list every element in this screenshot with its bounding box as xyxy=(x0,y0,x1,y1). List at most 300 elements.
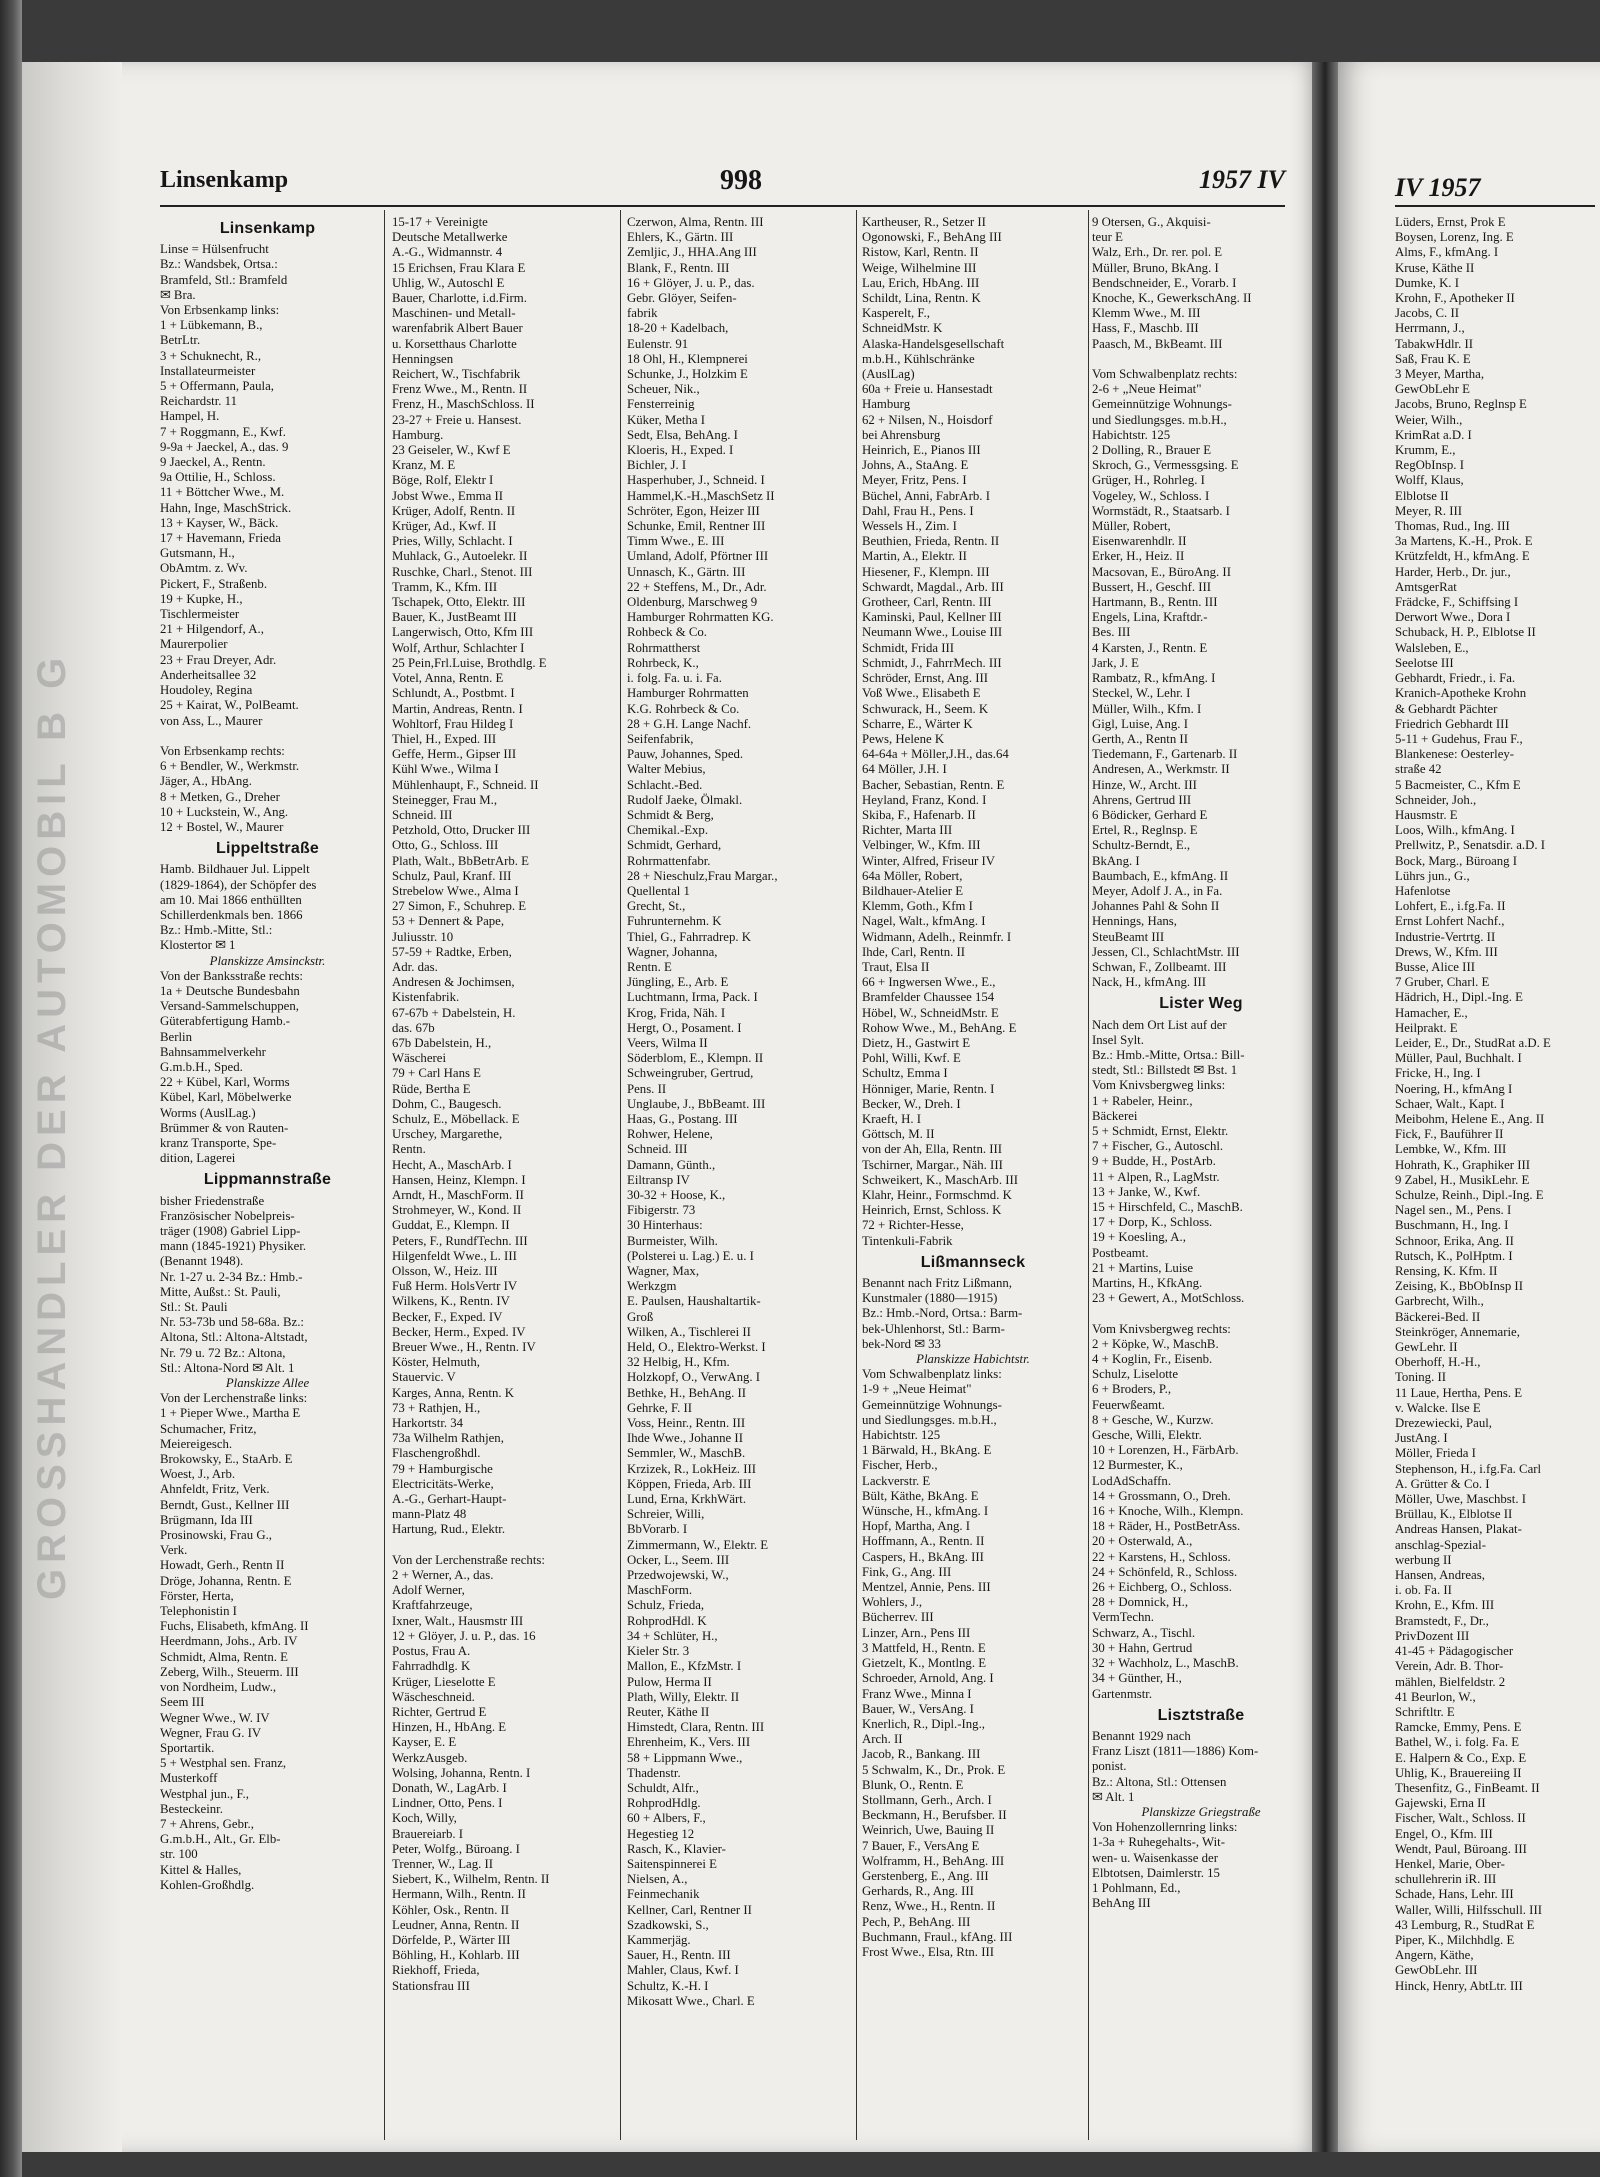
directory-entry: Buschmann, H., Ing. I xyxy=(1395,1218,1509,1233)
directory-entry: Boysen, Lorenz, Ing. E xyxy=(1395,230,1514,245)
directory-entry: BbVorarb. I xyxy=(627,1522,688,1537)
directory-entry: Köppen, Frieda, Arb. III xyxy=(627,1476,752,1491)
directory-entry: Martins, H., KfkAng. xyxy=(1092,1276,1203,1291)
directory-entry: Mühlenhaupt, F., Schneid. II xyxy=(392,777,539,792)
directory-entry: 7 + Ahrens, Gebr., xyxy=(160,1816,254,1831)
directory-entry: Maurerpolier xyxy=(160,637,228,652)
directory-entry: Richter, Marta III xyxy=(862,823,953,838)
directory-entry: Französischer Nobelpreis- xyxy=(160,1208,295,1223)
directory-entry: Böge, Rolf, Elektr I xyxy=(392,473,494,488)
directory-entry: Habichtstr. 125 xyxy=(862,1428,941,1443)
directory-entry: 16 + Knoche, Wilh., Klempn. xyxy=(1092,1504,1244,1519)
directory-entry: Wolframm, H., BehAng. III xyxy=(862,1853,1005,1868)
directory-entry: 23 + Gewert, A., MotSchloss. xyxy=(1092,1291,1245,1306)
directory-entry: Leudner, Anna, Rentn. II xyxy=(392,1917,520,1932)
directory-entry: Hasperhuber, J., Schneid. I xyxy=(627,473,765,488)
directory-entry: Gemeinnützige Wohnungs- xyxy=(862,1397,1002,1412)
directory-entry: Rudolf Jaeke, Ölmakl. xyxy=(627,792,743,807)
directory-entry: Meiereigesch. xyxy=(160,1436,233,1451)
directory-entry: Hinze, W., Archt. III xyxy=(1092,777,1197,792)
directory-entry: Ramcke, Emmy, Pens. E xyxy=(1395,1720,1522,1735)
directory-entry: Brauereiarb. I xyxy=(392,1826,464,1841)
directory-entry: warenfabrik Albert Bauer xyxy=(392,321,523,336)
directory-entry: Hegestieg 12 xyxy=(627,1826,695,1841)
directory-entry: Fuhrunternehm. K xyxy=(627,914,722,929)
directory-entry: Walsleben, E., xyxy=(1395,640,1469,655)
directory-entry: ObAmtm. z. Wv. xyxy=(160,561,248,576)
directory-entry: und Siedlungsges. m.b.H., xyxy=(862,1412,997,1427)
directory-entry: Kruse, Käthe II xyxy=(1395,260,1475,275)
directory-entry: Zeberg, Wilh., Steuerm. III xyxy=(160,1664,299,1679)
directory-entry: Knoche, K., GewerkschAng. II xyxy=(1092,291,1252,306)
directory-entry: Fibigerstr. 73 xyxy=(627,1203,696,1218)
directory-entry: Bäckerei xyxy=(1092,1108,1138,1123)
directory-entry: Woest, J., Arb. xyxy=(160,1467,236,1482)
directory-entry: Buchmann, Fraul., kfAng. III xyxy=(862,1929,1013,1944)
directory-entry: Martin, A., Elektr. II xyxy=(862,549,967,564)
directory-entry: K.G. Rohrbeck & Co. xyxy=(627,701,740,716)
street-heading: Lippeltstraße xyxy=(215,840,320,858)
directory-entry: Hohrath, K., Graphiker III xyxy=(1395,1157,1531,1172)
directory-column-1 xyxy=(160,215,375,2135)
directory-entry: 11 + Alpen, R., LagMstr. xyxy=(1092,1169,1220,1184)
directory-entry: Verk. xyxy=(160,1543,188,1558)
directory-entry: Siebert, K., Wilhelm, Rentn. II xyxy=(392,1872,550,1887)
directory-entry: mann-Platz 48 xyxy=(392,1507,467,1522)
directory-entry: Ocker, L., Seem. III xyxy=(627,1552,730,1567)
directory-entry: Kasperelt, F., xyxy=(862,306,930,321)
directory-entry: Otto, G., Schloss. III xyxy=(392,838,499,853)
directory-entry: RohprodHdl. K xyxy=(627,1613,707,1628)
directory-entry: Schmidt, Frida III xyxy=(862,640,955,655)
directory-entry: Timm Wwe., E. III xyxy=(627,534,725,549)
directory-entry xyxy=(160,729,375,744)
directory-entry: 6 + Bendler, W., Werkmstr. xyxy=(160,759,300,774)
directory-entry: Schulz, Frieda, xyxy=(627,1598,705,1613)
directory-entry: Linzer, Arn., Pens III xyxy=(862,1625,971,1640)
directory-entry: Ehrenheim, K., Vers. III xyxy=(627,1735,751,1750)
directory-entry: Hartmann, B., Rentn. III xyxy=(1092,595,1218,610)
directory-entry: 66 + Ingwersen Wwe., E., xyxy=(862,975,996,990)
directory-entry: Postus, Frau A. xyxy=(392,1644,471,1659)
directory-entry: Schulze, Reinh., Dipl.-Ing. E xyxy=(1395,1188,1544,1202)
directory-entry: Bildhauer-Atelier E xyxy=(862,883,964,898)
directory-entry: Bramfelder Chaussee 154 xyxy=(862,990,995,1005)
directory-entry: Friedrich Gebhardt III xyxy=(1395,716,1509,731)
directory-entry: G.m.b.H., Alt., Gr. Elb- xyxy=(160,1832,281,1847)
directory-entry: 12 Burmester, K., xyxy=(1092,1458,1183,1473)
directory-entry: Krüger, Adolf, Rentn. II xyxy=(392,503,516,518)
directory-entry: Dumke, K. I xyxy=(1395,275,1459,290)
directory-entry: Schulz, Liselotte xyxy=(1092,1367,1179,1382)
directory-entry: Piper, K., Milchhdlg. E xyxy=(1395,1932,1515,1947)
directory-entry: Rüde, Bertha E xyxy=(392,1081,471,1096)
directory-entry: bek-Uhlenhorst, Stl.: Barm- xyxy=(862,1321,1005,1336)
directory-entry: 17 + Dorp, K., Schloss. xyxy=(1092,1215,1213,1230)
directory-entry: Müller, Robert, xyxy=(1092,519,1171,534)
directory-entry: Hädrich, H., Dipl.-Ing. E xyxy=(1395,990,1523,1005)
directory-entry: Wolsing, Johanna, Rentn. I xyxy=(392,1765,531,1780)
directory-entry: Widmann, Adelh., Reinmfr. I xyxy=(862,929,1012,944)
directory-entry: Kartheuser, R., Setzer II xyxy=(862,215,986,229)
directory-entry: Petzhold, Otto, Drucker III xyxy=(392,823,531,838)
directory-entry: Ertel, R., Reglnsp. E xyxy=(1092,823,1198,838)
directory-entry: Reichardstr. 11 xyxy=(160,394,237,409)
directory-entry: Pickert, F., Straßenb. xyxy=(160,576,268,591)
directory-entry: Schweikert, K., MaschArb. III xyxy=(862,1172,1019,1187)
directory-entry: i. ob. Fa. II xyxy=(1395,1583,1452,1598)
directory-entry: Büchel, Anni, FabrArb. I xyxy=(862,488,990,503)
directory-entry: Fensterreinig xyxy=(627,397,695,412)
directory-entry: Höbel, W., SchneidMstr. E xyxy=(862,1005,999,1020)
directory-entry: Maschinen- und Metall- xyxy=(392,306,516,321)
directory-entry: Steinkröger, Annemarie, xyxy=(1395,1324,1520,1339)
directory-entry: A.-G., Gerhart-Haupt- xyxy=(392,1492,507,1507)
directory-entry: 13 + Janke, W., Kwf. xyxy=(1092,1184,1201,1199)
directory-entry: Krzizek, R., LokHeiz. III xyxy=(627,1461,756,1476)
directory-entry: Angern, Käthe, xyxy=(1395,1948,1474,1963)
directory-entry: Bz.: Hmb.-Nord, Ortsa.: Barm- xyxy=(862,1306,1023,1321)
directory-entry: Heilprakt. E xyxy=(1395,1020,1458,1035)
directory-entry: Alms, F., kfmAng. I xyxy=(1395,245,1499,260)
directory-entry: Heyland, Franz, Kond. I xyxy=(862,792,987,807)
directory-entry: Bz.: Hmb.-Mitte, Stl.: xyxy=(160,923,273,938)
directory-entry: Krohn, F., Apotheker II xyxy=(1395,291,1515,306)
directory-entry: Gutsmann, H., xyxy=(160,546,235,561)
directory-entry: am 10. Mai 1866 enthüllten xyxy=(160,892,302,907)
directory-entry: Hamacher, E., xyxy=(1395,1005,1468,1020)
directory-entry: 2 + Köpke, W., MaschB. xyxy=(1092,1336,1219,1351)
directory-entry: mählen, Bielfeldstr. 2 xyxy=(1395,1674,1506,1689)
directory-entry: Klemm, Goth., Kfm I xyxy=(862,899,973,914)
directory-entry: Bendschneider, E., Vorarb. I xyxy=(1092,275,1237,290)
directory-entry: Hamburg xyxy=(862,397,911,412)
directory-entry: Drezewiecki, Paul, xyxy=(1395,1416,1493,1431)
directory-entry: Industrie-Vertrtg. II xyxy=(1395,929,1496,944)
directory-entry: 10 + Lorenzen, H., FärbArb. xyxy=(1092,1443,1239,1458)
margin-advertisement-text: GROSSHANDLER DER AUTOMOBIL B G xyxy=(30,651,74,1600)
directory-entry: Schneider, Joh., xyxy=(1395,792,1477,807)
directory-entry: Bült, Käthe, BkAng. E xyxy=(862,1488,979,1503)
directory-entry: Güterabfertigung Hamb.- xyxy=(160,1014,291,1029)
directory-entry: Köhler, Osk., Rentn. II xyxy=(392,1902,510,1917)
directory-entry: Neumann Wwe., Louise III xyxy=(862,625,1003,640)
directory-entry: Toning. II xyxy=(1395,1370,1446,1385)
directory-entry: Von der Banksstraße rechts: xyxy=(160,968,303,983)
directory-entry: Kittel & Halles, xyxy=(160,1862,242,1877)
directory-entry: Hampel, H. xyxy=(160,409,220,424)
directory-entry: Bücherrev. III xyxy=(862,1610,934,1625)
directory-entry: 22 + Kübel, Karl, Worms xyxy=(160,1075,290,1090)
directory-entry: Wendt, Paul, Büroang. III xyxy=(1395,1841,1527,1856)
directory-entry: 4 Karsten, J., Rentn. E xyxy=(1092,640,1208,655)
directory-entry: BetrLtr. xyxy=(160,333,201,348)
directory-entry: 57-59 + Radtke, Erben, xyxy=(392,944,512,959)
directory-entry: 18-20 + Kadelbach, xyxy=(627,321,729,336)
directory-entry: Johannes Pahl & Sohn II xyxy=(1092,899,1220,914)
directory-entry: Henningsen xyxy=(392,351,454,366)
directory-entry: AmtsgerRat xyxy=(1395,579,1457,594)
directory-entry: Ogonowski, F., BehAng III xyxy=(862,230,1002,245)
directory-entry: Electricitäts-Werke, xyxy=(392,1476,494,1491)
directory-entry: teur E xyxy=(1092,230,1123,245)
plan-sketch-note: Planskizze Allee xyxy=(225,1376,310,1391)
directory-entry: Schmidt, J., FahrrMech. III xyxy=(862,655,1002,670)
directory-entry: 11 Laue, Hertha, Pens. E xyxy=(1395,1385,1523,1400)
directory-entry: Uhlig, K., Brauereiing II xyxy=(1395,1765,1522,1780)
directory-entry: Stationsfrau III xyxy=(392,1978,470,1993)
directory-entry: Paasch, M., BkBeamt. III xyxy=(1092,336,1223,351)
directory-entry: Thomas, Rud., Ing. III xyxy=(1395,519,1510,534)
directory-entry: Czerwon, Alma, Rentn. III xyxy=(627,215,764,229)
directory-entry: Von Erbsenkamp rechts: xyxy=(160,743,285,758)
directory-entry: 7 + Roggmann, E., Kwf. xyxy=(160,424,286,439)
directory-entry: Unnasch, K., Gärtn. III xyxy=(627,564,746,579)
directory-entry: 1 + Rabeler, Heinr., xyxy=(1092,1093,1193,1108)
directory-entry: Hoffmann, A., Rentn. II xyxy=(862,1534,985,1549)
directory-entry: Stl.: St. Pauli xyxy=(160,1300,228,1315)
directory-entry: Jacob, R., Bankang. III xyxy=(862,1747,981,1762)
directory-entry: Held, O., Elektro-Werkst. I xyxy=(627,1340,766,1355)
directory-entry: Hansen, Heinz, Klempn. I xyxy=(392,1172,526,1187)
directory-entry: 5 + Offermann, Paula, xyxy=(160,379,274,394)
directory-entry: Kammerjäg. xyxy=(627,1932,691,1947)
directory-entry: Karges, Anna, Rentn. K xyxy=(392,1385,515,1400)
directory-entry xyxy=(1092,352,1310,367)
column-divider xyxy=(1088,210,1089,2140)
directory-entry: Nielsen, A., xyxy=(627,1872,688,1887)
directory-entry: Bauer, W., VersAng. I xyxy=(862,1701,974,1716)
directory-entry: Caspers, H., BkAng. III xyxy=(862,1549,984,1564)
directory-entry: Beuthien, Frieda, Rentn. II xyxy=(862,534,1000,549)
directory-entry: Stollmann, Gerh., Arch. I xyxy=(862,1792,992,1807)
directory-entry: Krumm, E., xyxy=(1395,443,1456,458)
directory-entry: Nr. 53-73b und 58-68a. Bz.: xyxy=(160,1315,304,1330)
directory-entry: BehAng III xyxy=(1092,1896,1151,1911)
directory-entry: Schumacher, Fritz, xyxy=(160,1421,257,1436)
directory-entry: 19 + Koesling, A., xyxy=(1092,1230,1186,1245)
directory-entry: Schröder, Ernst, Ang. III xyxy=(862,671,989,686)
directory-entry: bei Ahrensburg xyxy=(862,427,941,442)
directory-entry: Altona, Stl.: Altona-Altstadt, xyxy=(160,1330,308,1345)
directory-entry: Wagner, Max, xyxy=(627,1264,700,1279)
directory-column-6 xyxy=(1395,215,1597,2135)
directory-entry: Von der Lerchenstraße links: xyxy=(160,1391,308,1406)
directory-entry: 1-9 + „Neue Heimat" xyxy=(862,1382,972,1397)
directory-entry: Gesche, Willi, Elektr. xyxy=(1092,1428,1202,1443)
directory-entry: Adr. das. xyxy=(392,959,438,974)
directory-entry: das. 67b xyxy=(392,1020,435,1035)
directory-entry: Bäckerei-Bed. II xyxy=(1395,1309,1481,1324)
directory-entry: Mentzel, Annie, Pens. III xyxy=(862,1580,991,1595)
plan-sketch-note: Planskizze Griegstraße xyxy=(1141,1804,1261,1819)
directory-entry: Krüger, Lieselotte E xyxy=(392,1674,496,1689)
directory-entry: Elblotse II xyxy=(1395,488,1449,503)
directory-entry: Muhlack, G., Autoelekr. II xyxy=(392,549,528,564)
directory-entry: Küker, Metha I xyxy=(627,412,706,427)
directory-entry: Von Erbsenkamp links: xyxy=(160,303,280,318)
directory-entry: Hönniger, Marie, Rentn. I xyxy=(862,1081,995,1096)
directory-entry: werbung II xyxy=(1395,1552,1452,1567)
directory-entry: ✉ Alt. 1 xyxy=(1092,1789,1135,1804)
directory-entry: 1a + Deutsche Bundesbahn xyxy=(160,983,300,998)
directory-column-5 xyxy=(1092,215,1310,2135)
directory-entry: Blankenese: Oesterley- xyxy=(1395,747,1515,762)
directory-entry: Förster, Herta, xyxy=(160,1588,234,1603)
directory-entry: Vom Knivsbergweg links: xyxy=(1092,1078,1226,1093)
directory-entry: Krohn, E., Kfm. III xyxy=(1395,1598,1495,1613)
directory-entry: Oldenburg, Marschweg 9 xyxy=(627,595,758,610)
directory-entry: Schweingruber, Gertrud, xyxy=(627,1066,754,1081)
directory-entry: (Polsterei u. Lag.) E. u. I xyxy=(627,1248,754,1263)
directory-entry: Pens. II xyxy=(627,1081,667,1096)
directory-entry: Alaska-Handelsgesellschaft xyxy=(862,336,1005,351)
directory-entry: Mahler, Claus, Kwf. I xyxy=(627,1963,739,1978)
directory-entry: Göttsch, M. II xyxy=(862,1127,935,1142)
directory-entry: Waller, Willi, Hilfsschull. III xyxy=(1395,1902,1542,1917)
directory-entry: Wilkens, K., Rentn. IV xyxy=(392,1294,510,1309)
directory-entry: Schulz, Paul, Kranf. III xyxy=(392,868,512,883)
directory-entry: Schnoor, Erika, Ang. II xyxy=(1395,1233,1514,1248)
directory-entry: Thadenstr. xyxy=(627,1765,681,1780)
directory-entry: Benannt nach Fritz Lißmann, xyxy=(862,1276,1012,1291)
directory-entry: Verein, Adr. B. Thor- xyxy=(1395,1659,1504,1674)
directory-entry: Ruschke, Charl., Stenot. III xyxy=(392,564,533,579)
directory-entry: Unglaube, J., BbBeamt. III xyxy=(627,1096,766,1111)
directory-entry: 6 Bödicker, Gerhard E xyxy=(1092,807,1208,822)
directory-entry: Wolf, Arthur, Schlachter I xyxy=(392,640,525,655)
directory-entry: 9 Zabel, H., MusikLehr. E xyxy=(1395,1172,1530,1187)
street-heading: Lippmannstraße xyxy=(203,1171,332,1189)
directory-entry: Olsson, W., Heiz. III xyxy=(392,1264,498,1279)
directory-entry: Ihde, Carl, Rentn. II xyxy=(862,944,966,959)
directory-entry: mann (1845-1921) Physiker. xyxy=(160,1239,307,1254)
directory-entry: 1 + Lübkemann, B., xyxy=(160,318,263,333)
directory-entry: 21 + Martins, Luise xyxy=(1092,1260,1194,1275)
directory-entry: Lund, Erna, KrkhWärt. xyxy=(627,1492,747,1507)
directory-entry: 28 + Domnick, H., xyxy=(1092,1595,1189,1610)
directory-entry: Werkzgm xyxy=(627,1279,677,1294)
directory-entry: 15-17 + Vereinigte xyxy=(392,215,488,229)
directory-entry: Walz, Erh., Dr. rer. pol. E xyxy=(1092,245,1223,260)
directory-entry: Blunk, O., Rentn. E xyxy=(862,1777,964,1792)
directory-entry: 7 Bauer, F., VersAng E xyxy=(862,1838,980,1853)
directory-entry: Andresen, A., Werkmstr. II xyxy=(1092,762,1230,777)
directory-entry: Andreas Hansen, Plakat- xyxy=(1395,1522,1522,1537)
directory-entry: Seifenfabrik, xyxy=(627,731,694,746)
directory-entry: Schroeder, Arnold, Ang. I xyxy=(862,1671,994,1686)
directory-entry: Hecht, A., MaschArb. I xyxy=(392,1157,512,1172)
directory-entry: Loos, Wilh., kfmAng. I xyxy=(1395,823,1515,838)
directory-entry: ✉ Bra. xyxy=(160,287,196,302)
directory-entry: Bacher, Sebastian, Rentn. E xyxy=(862,777,1005,792)
directory-entry: Hahn, Inge, MaschStrick. xyxy=(160,500,292,515)
directory-entry: Krüger, Ad., Kwf. II xyxy=(392,519,497,534)
directory-entry: (AuslLag) xyxy=(862,367,915,382)
directory-entry: Nagel sen., M., Pens. I xyxy=(1395,1203,1512,1218)
directory-entry: 17 + Havemann, Frieda xyxy=(160,531,281,546)
directory-entry: Bock, Marg., Büroang I xyxy=(1395,853,1518,868)
directory-entry: Schaer, Walt., Kapt. I xyxy=(1395,1096,1505,1111)
directory-entry: Thiel, H., Exped. III xyxy=(392,731,497,746)
directory-entry: Bichler, J. I xyxy=(627,458,687,473)
directory-entry: Meyer, R. III xyxy=(1395,503,1463,518)
directory-entry: Schmidt, Alma, Rentn. E xyxy=(160,1649,288,1664)
directory-entry: Semmler, W., MaschB. xyxy=(627,1446,746,1461)
directory-entry: Breuer Wwe., H., Rentn. IV xyxy=(392,1340,536,1355)
directory-entry: E. Halpern & Co., Exp. E xyxy=(1395,1750,1527,1765)
directory-entry: Johns, A., StaAng. E xyxy=(862,458,969,473)
running-head-year: 1957 IV xyxy=(1199,165,1285,194)
directory-entry: Strebelow Wwe., Alma I xyxy=(392,883,519,898)
directory-entry: Fuchs, Elisabeth, kfmAng. II xyxy=(160,1619,309,1634)
directory-entry: Dietz, H., Gastwirt E xyxy=(862,1035,971,1050)
directory-entry: Kranz, M. E xyxy=(392,458,456,473)
directory-entry: Garbrecht, Wilh., xyxy=(1395,1294,1484,1309)
directory-entry: A. Grütter & Co. I xyxy=(1395,1476,1490,1491)
directory-entry: Umland, Adolf, Pförtner III xyxy=(627,549,769,564)
directory-entry: Plath, Walt., BbBetrArb. E xyxy=(392,853,529,868)
directory-entry: Schultz-Berndt, E., xyxy=(1092,838,1191,853)
directory-entry: 79 + Hamburgische xyxy=(392,1461,493,1476)
directory-entry: i. folg. Fa. u. i. Fa. xyxy=(627,671,722,686)
directory-entry: Westphal jun., F., xyxy=(160,1786,249,1801)
directory-entry: 7 Gruber, Charl. E xyxy=(1395,975,1490,990)
directory-entry: Quellental 1 xyxy=(627,883,690,898)
directory-entry: 73 + Rathjen, H., xyxy=(392,1400,481,1415)
directory-entry: 5 Schwalm, K., Dr., Prok. E xyxy=(862,1762,1006,1777)
directory-entry: Voß Wwe., Elisabeth E xyxy=(862,686,981,701)
directory-entry: Steinegger, Frau M., xyxy=(392,792,498,807)
directory-entry: Schunke, Emil, Rentner III xyxy=(627,519,766,534)
directory-entry: Besteckeinr. xyxy=(160,1801,223,1816)
directory-entry: kranz Transporte, Spe- xyxy=(160,1135,277,1150)
directory-entry: 30-32 + Hoose, K., xyxy=(627,1188,726,1202)
directory-entry: Rentn. E xyxy=(627,959,672,974)
directory-entry: Wünsche, H., kfmAng. I xyxy=(862,1504,989,1519)
directory-entry: Schildt, Lina, Rentn. K xyxy=(862,291,981,306)
directory-entry: Bz.: Hmb.-Mitte, Ortsa.: Bill- xyxy=(1092,1047,1245,1062)
directory-entry: Von der Lerchenstraße rechts: xyxy=(392,1552,545,1567)
street-heading: Lisztstraße xyxy=(1157,1706,1245,1724)
directory-entry: Hilgenfeldt Wwe., L. III xyxy=(392,1248,517,1263)
directory-entry: Harkortstr. 34 xyxy=(392,1416,464,1431)
directory-entry: Gietzelt, K., Montlng. E xyxy=(862,1656,987,1671)
directory-entry: Hammel,K.-H.,MaschSetz II xyxy=(627,488,775,503)
directory-entry: Stl.: Altona-Nord ✉ Alt. 1 xyxy=(160,1360,295,1375)
directory-entry: Fuß Herm. HolsVertr IV xyxy=(392,1279,518,1294)
directory-entry: 21 + Hilgendorf, A., xyxy=(160,622,264,637)
directory-entry: Brümmer & von Rauten- xyxy=(160,1120,289,1135)
directory-entry: Weige, Wilhelmine III xyxy=(862,260,977,275)
directory-entry: (Benannt 1948). xyxy=(160,1254,244,1269)
directory-entry: Wessels H., Zim. I xyxy=(862,519,957,534)
directory-entry: Tschapek, Otto, Elektr. III xyxy=(392,595,526,610)
directory-entry: Luchtmann, Irma, Pack. I xyxy=(627,990,758,1005)
directory-entry: und Siedlungsges. m.b.H., xyxy=(1092,412,1227,427)
directory-entry: Skroch, G., Vermessgsing. E xyxy=(1092,458,1239,473)
directory-entry: 3a Martens, K.-H., Prok. E xyxy=(1395,534,1533,549)
directory-entry: Eulenstr. 91 xyxy=(627,336,689,351)
directory-entry: Becker, Herm., Exped. IV xyxy=(392,1324,526,1339)
directory-entry: Heinrich, Ernst, Schloss. K xyxy=(862,1203,1002,1218)
directory-entry: Reuter, Käthe II xyxy=(627,1704,710,1719)
directory-entry: Vom Schwalbenplatz rechts: xyxy=(1092,367,1238,382)
directory-entry: Meyer, Fritz, Pens. I xyxy=(862,473,967,488)
directory-entry: v. Walcke. Ilse E xyxy=(1395,1400,1481,1415)
directory-entry: 25 Pein,Frl.Luise, Brothdlg. E xyxy=(392,655,547,670)
directory-entry: Klahr, Heinr., Formschmd. K xyxy=(862,1188,1012,1202)
